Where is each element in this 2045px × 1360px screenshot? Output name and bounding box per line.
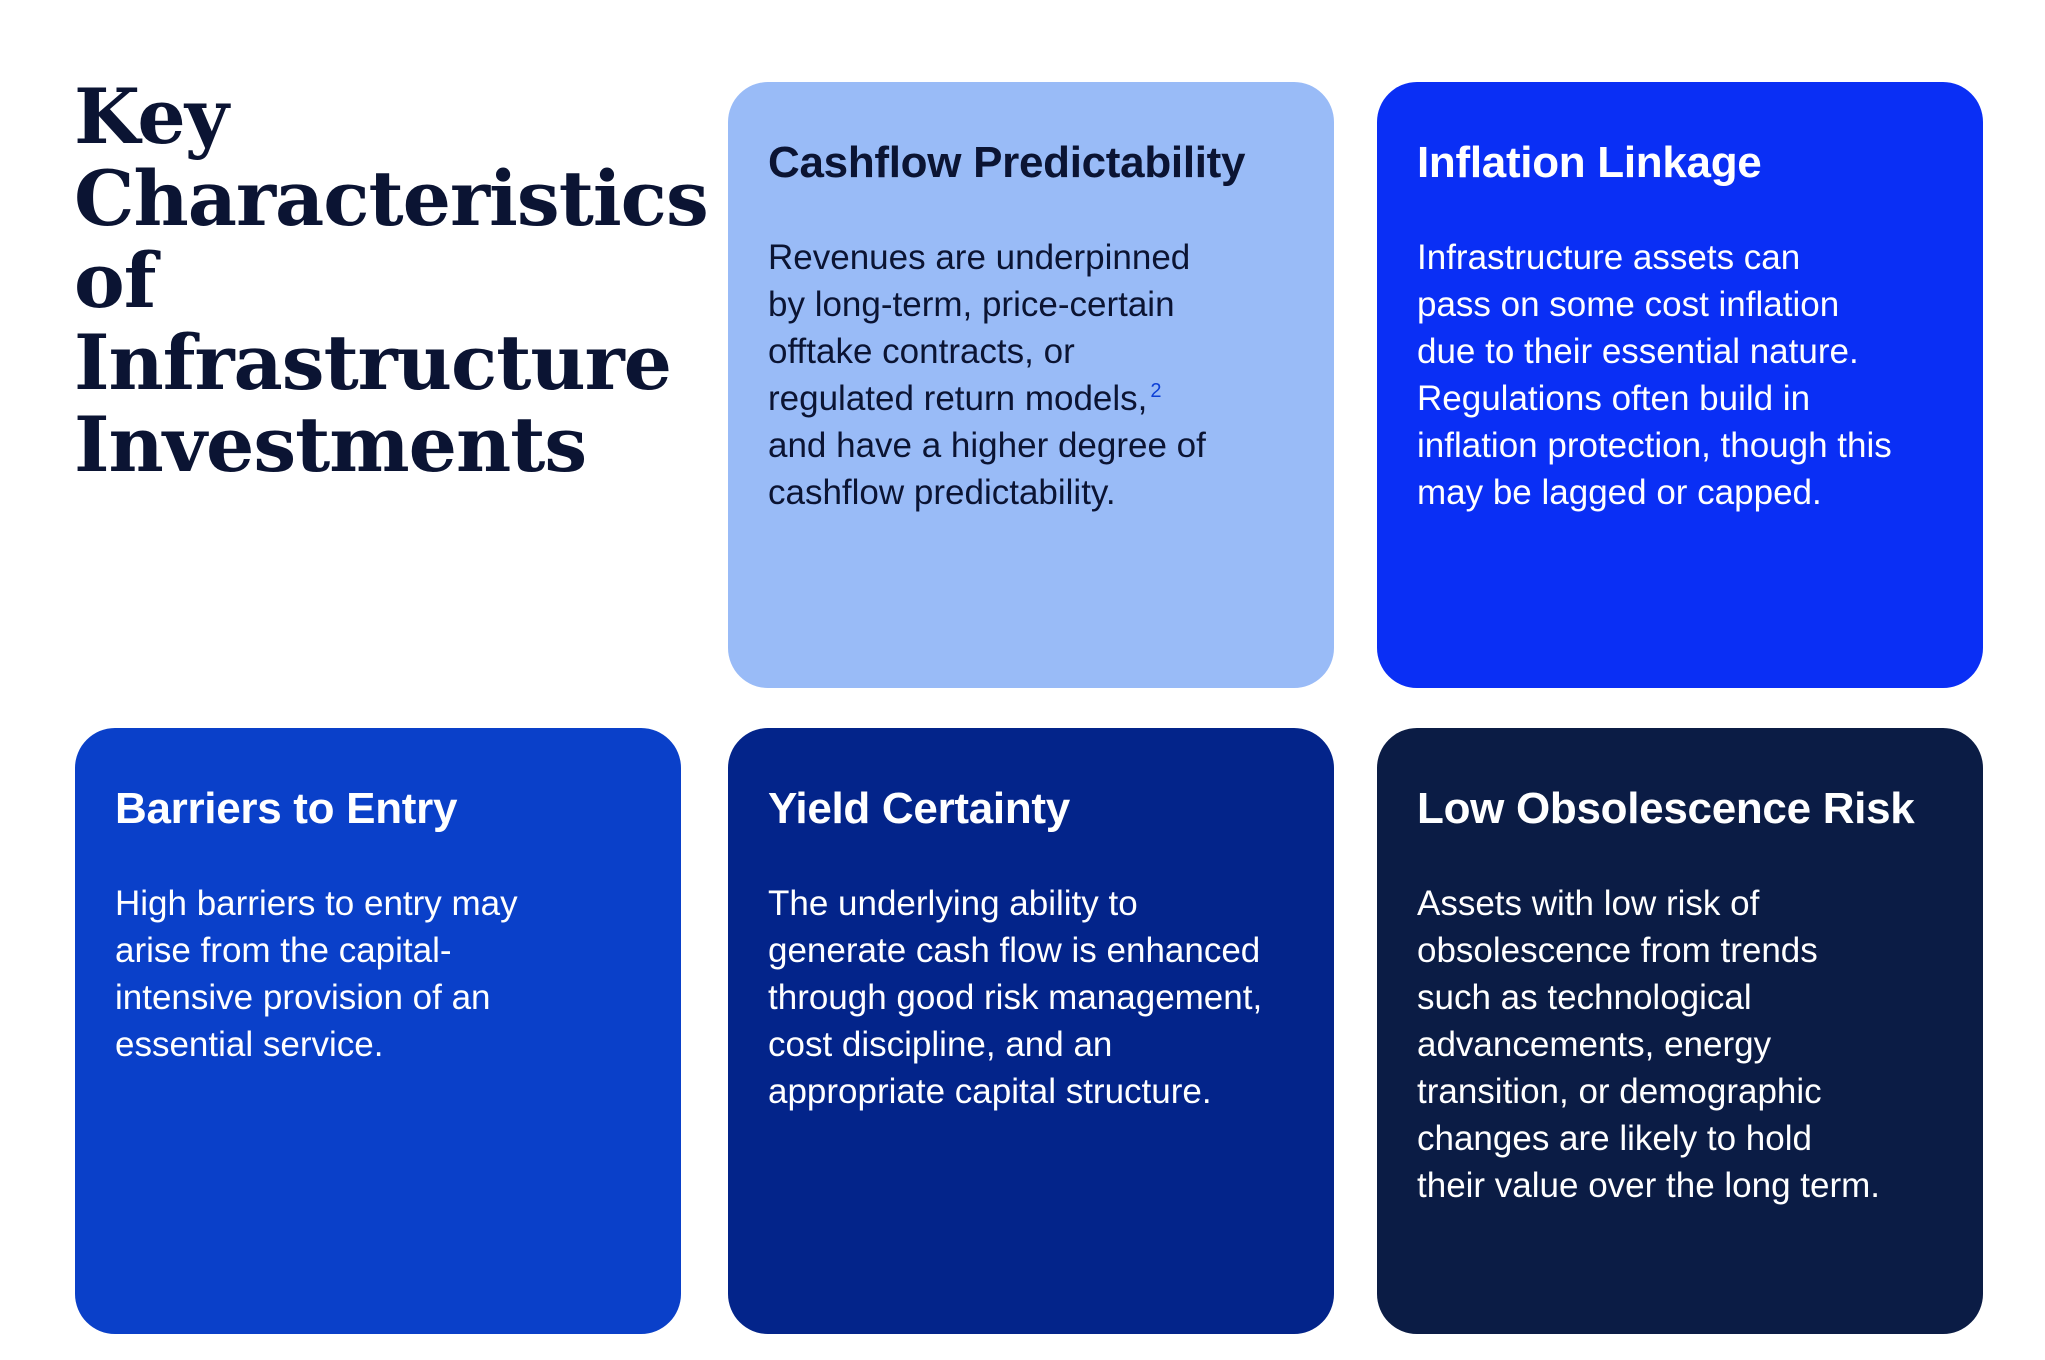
card-body-line: changes are likely to hold bbox=[1417, 1119, 1812, 1158]
card-body-line: advancements, energy bbox=[1417, 1025, 1772, 1064]
footnote-reference[interactable]: 2 bbox=[1150, 380, 1162, 403]
card-body-line: due to their essential nature. bbox=[1417, 332, 1859, 371]
card-body-line: intensive provision of an bbox=[115, 978, 491, 1017]
card-inflation-linkage bbox=[1377, 82, 1983, 688]
card-body-line: The underlying ability to bbox=[768, 884, 1138, 923]
card-yield-certainty bbox=[728, 728, 1334, 1334]
card-body-line: generate cash flow is enhanced bbox=[768, 931, 1261, 970]
card-body-line: Revenues are underpinned bbox=[768, 238, 1191, 277]
card-body-line: obsolescence from trends bbox=[1417, 931, 1818, 970]
card-barriers-to-entry bbox=[75, 728, 681, 1334]
page-title bbox=[74, 72, 708, 489]
card-body bbox=[1417, 234, 1943, 516]
card-body-line: Regulations often build in bbox=[1417, 379, 1811, 418]
card-body-line: arise from the capital- bbox=[115, 931, 452, 970]
page-title-line: Investments bbox=[74, 400, 587, 489]
card-body-line: appropriate capital structure. bbox=[768, 1072, 1212, 1111]
card-body-line: may be lagged or capped. bbox=[1417, 473, 1822, 512]
card-body-line: Infrastructure assets can bbox=[1417, 238, 1801, 277]
card-body-line: Assets with low risk of bbox=[1417, 884, 1760, 923]
card-body-line: transition, or demographic bbox=[1417, 1072, 1822, 1111]
card-low-obsolescence-risk bbox=[1377, 728, 1983, 1334]
card-body bbox=[768, 880, 1294, 1115]
card-title: Cashflow Predictability bbox=[768, 138, 1246, 187]
card-body-line: and have a higher degree of bbox=[768, 426, 1206, 465]
page-title-line: Key bbox=[74, 72, 228, 161]
card-cashflow-predictability bbox=[728, 82, 1334, 688]
card-body-line: pass on some cost inflation bbox=[1417, 285, 1840, 324]
card-body-line: through good risk management, bbox=[768, 978, 1263, 1017]
card-body-line: by long-term, price-certain bbox=[768, 285, 1175, 324]
card-body-line: essential service. bbox=[115, 1025, 384, 1064]
card-body-line: cost discipline, and an bbox=[768, 1025, 1113, 1064]
card-body bbox=[115, 880, 641, 1068]
card-title: Barriers to Entry bbox=[115, 784, 458, 833]
card-title: Inflation Linkage bbox=[1417, 138, 1762, 187]
card-body-line: High barriers to entry may bbox=[115, 884, 518, 923]
page-title-line: Characteristics bbox=[74, 154, 708, 243]
card-body-line: regulated return models, bbox=[768, 379, 1148, 418]
card-body-line: offtake contracts, or bbox=[768, 332, 1075, 371]
card-title: Yield Certainty bbox=[768, 784, 1070, 833]
card-title: Low Obsolescence Risk bbox=[1417, 784, 1915, 833]
card-body bbox=[768, 234, 1294, 516]
card-body-line: their value over the long term. bbox=[1417, 1166, 1881, 1205]
card-body-line: such as technological bbox=[1417, 978, 1752, 1017]
card-body-line: cashflow predictability. bbox=[768, 473, 1116, 512]
card-body-line: inflation protection, though this bbox=[1417, 426, 1892, 465]
card-body bbox=[1417, 880, 1943, 1209]
page-title-line: of Infrastructure bbox=[74, 236, 672, 407]
